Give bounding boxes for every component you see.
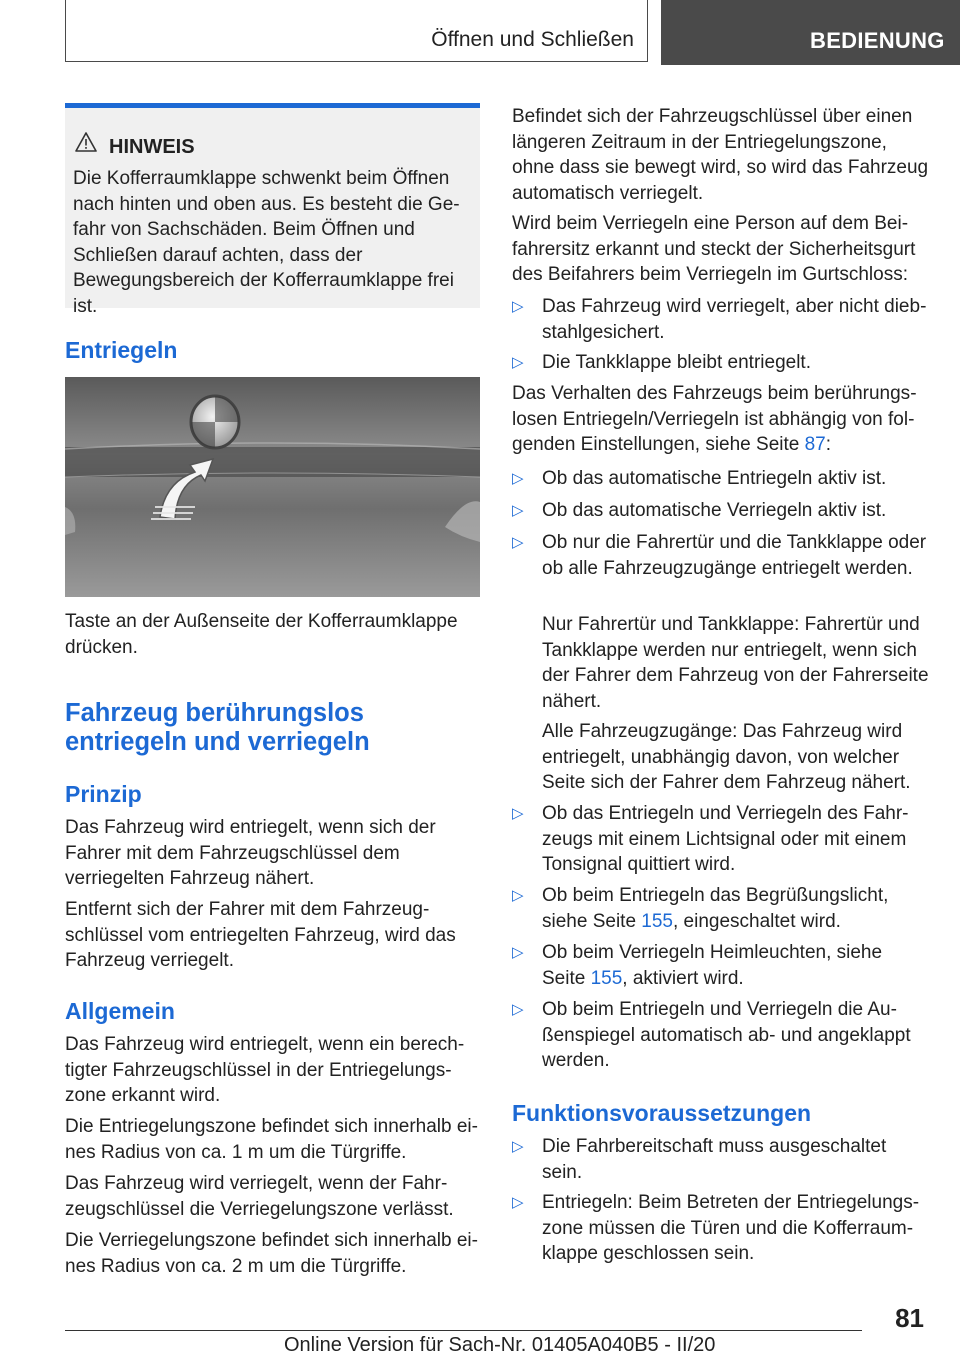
general-text-2: Die Entriegelungszone befindet sich innerhalb eines Radius von ca. 1 m um die Türgriffe.: [65, 1116, 478, 1163]
page-number: 81: [895, 1303, 924, 1333]
list-item: ▷ Ob nur die Fahrertür und die Tankklappe oder ob alle Fahrzeugzugänge entriegelt werden.: [512, 532, 927, 579]
list-item: ▷ Ob beim Entriegeln das Begrüßungslicht, siehe Seite 155, eingeschaltet wird.: [512, 885, 889, 932]
list-item: ▷ Ob das automatische Verriegeln aktiv ist.: [512, 498, 927, 524]
list-item: ▷ Ob das automatische Entriegeln aktiv ist.: [512, 466, 927, 492]
bullet-icon: ▷: [512, 1138, 524, 1155]
bullet-icon: ▷: [512, 944, 524, 961]
bullet-icon: ▷: [512, 298, 524, 315]
chapter-tab: [661, 0, 960, 65]
page-link-155[interactable]: 155: [590, 967, 623, 989]
bullet-icon: ▷: [512, 470, 524, 487]
bullet-icon: ▷: [512, 354, 524, 371]
warning-triangle-icon: [75, 132, 97, 152]
settings-text: Das Verhalten des Fahrzeugs beim berührungslosen Entriegeln/Verriegeln ist abhängig von folgenden Einstellungen, siehe Seite 87:: [512, 383, 917, 455]
list-item: ▷ Ob das Entriegeln und Verriegeln des Fahrzeugs mit einem Lichtsignal oder mit einem Tonsignal quittiert wird.: [512, 803, 909, 875]
contactless-heading-line2: entriegeln und verriegeln: [65, 728, 370, 756]
general-heading: Allgemein: [65, 998, 175, 1024]
principle-text-1: Das Fahrzeug wird entriegelt, wenn sich der Fahrer mit dem Fahrzeugschlüssel dem verriegelten Fahrzeug nähert.: [65, 817, 436, 889]
bullet-icon: ▷: [512, 1194, 524, 1211]
trunk-lid-button-photo: [65, 377, 480, 597]
requirements-heading: Funktionsvoraussetzungen: [512, 1100, 812, 1126]
notice-box: [65, 103, 480, 317]
list-item: ▷ Entriegeln: Beim Betreten der Entriegelungszone müssen die Türen und die Kofferraumklappe geschlossen sein.: [512, 1192, 920, 1264]
principle-text-2: Entfernt sich der Fahrer mit dem Fahrzeugschlüssel vom entriegelten Fahrzeug, wird das Fahrzeug verriegelt.: [65, 899, 456, 971]
option-driver-door-text: Nur Fahrertür und Tankklappe: Fahrertür und Tankklappe werden nur entriegelt, wenn sich der Fahrer dem Fahrzeug von der Fahrerseite nähert.: [542, 614, 929, 712]
chapter-label: BEDIENUNG: [810, 28, 945, 53]
bullet-icon: ▷: [512, 1001, 524, 1018]
page-link-87[interactable]: 87: [804, 434, 826, 455]
section-title: Öffnen und Schließen: [431, 28, 634, 51]
footer-divider: [65, 1330, 862, 1331]
principle-heading: Prinzip: [65, 781, 142, 807]
unlock-heading: Entriegeln: [65, 337, 178, 363]
general-text-4: Die Verriegelungszone befindet sich innerhalb eines Radius von ca. 2 m um die Türgriffe.: [65, 1230, 478, 1277]
bullet-icon: ▷: [512, 887, 524, 904]
list-item: ▷ Das Fahrzeug wird verriegelt, aber nicht diebstahlgesichert.: [512, 296, 927, 343]
auto-lock-text: Befindet sich der Fahrzeugschlüssel über einen längeren Zeitraum in der Entriegelungszone, ohne dass sie bewegt wird, so wird das Fahrzeug automatisch verriegelt.: [512, 106, 929, 204]
general-text-3: Das Fahrzeug wird verriegelt, wenn der Fahrzeugschlüssel die Verriegelungszone verlässt.: [65, 1173, 454, 1220]
notice-title: HINWEIS: [109, 136, 195, 158]
unlock-caption: Taste an der Außenseite der Kofferraumklappe drücken.: [65, 611, 458, 658]
notice-text: Die Kofferraumklappe schwenkt beim Öffnen nach hinten und oben aus. Es besteht die Gefahr von Sachschäden. Beim Öffnen und Schließen darauf achten, dass der Bewegungsbereich der Kofferraumklappe frei ist.: [73, 168, 460, 317]
option-all-doors-text: Alle Fahrzeugzugänge: Das Fahrzeug wird entriegelt, unabhängig davon, von welcher Seite sich der Fahrer dem Fahrzeug nähert.: [542, 721, 911, 793]
bullet-icon: ▷: [512, 502, 524, 519]
list-item: ▷ Ob beim Verriegeln Heimleuchten, siehe Seite 155, aktiviert wird.: [512, 942, 883, 989]
bullet-icon: ▷: [512, 805, 524, 822]
general-text-1: Das Fahrzeug wird entriegelt, wenn ein berechtigter Fahrzeugschlüssel in der Entriegelungszone erkannt wird.: [65, 1034, 465, 1106]
passenger-text: Wird beim Verriegeln eine Person auf dem Beifahrersitz erkannt und steckt der Sicherheitsgurt des Beifahrers beim Verriegeln im Gurtschloss:: [512, 213, 916, 285]
list-item: ▷ Die Fahrbereitschaft muss ausgeschaltet sein.: [512, 1136, 887, 1183]
contactless-heading-line1: Fahrzeug berührungslos: [65, 699, 364, 727]
footer-text: Online Version für Sach-Nr. 01405A040B5 - II/20: [284, 1334, 716, 1356]
list-item: ▷ Die Tankklappe bleibt entriegelt.: [512, 350, 927, 376]
bullet-icon: ▷: [512, 534, 524, 551]
page-link-155[interactable]: 155: [641, 910, 673, 932]
list-item: ▷ Ob beim Entriegeln und Verriegeln die Außenspiegel automatisch ab- und angeklappt werden.: [512, 999, 911, 1071]
